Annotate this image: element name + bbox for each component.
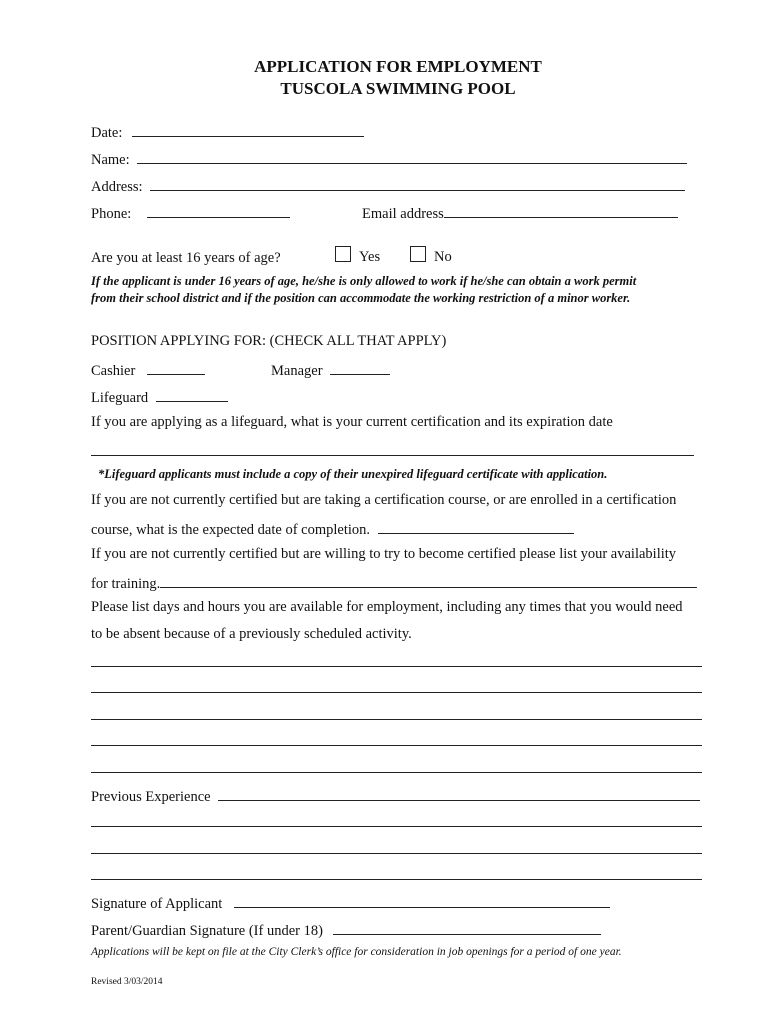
cashier-label: Cashier xyxy=(91,363,136,379)
training-row xyxy=(91,573,697,593)
certification-answer-line[interactable] xyxy=(91,455,694,456)
course-question-line1: If you are not currently certified but are taking a certification course, or are enrolled in a certification xyxy=(91,492,677,508)
no-checkbox[interactable] xyxy=(410,246,426,262)
age-question: Are you at least 16 years of age? xyxy=(91,250,281,266)
availability-line-2[interactable] xyxy=(91,692,702,693)
experience-line-3[interactable] xyxy=(91,853,702,854)
lifeguard-label: Lifeguard xyxy=(91,390,149,406)
applicant-signature-label: Signature of Applicant xyxy=(91,896,223,912)
date-row xyxy=(91,122,364,142)
guardian-signature-row xyxy=(91,920,601,940)
guardian-signature-label: Parent/Guardian Signature (If under 18) xyxy=(91,923,323,939)
availability-line-5[interactable] xyxy=(91,772,702,773)
no-option[interactable] xyxy=(410,246,452,266)
form-title: APPLICATION FOR EMPLOYMENT xyxy=(254,57,542,76)
applicant-signature-row xyxy=(91,893,610,913)
certification-question: If you are applying as a lifeguard, what is your current certification and its expiration date xyxy=(91,414,613,430)
lifeguard-cert-note: *Lifeguard applicants must include a copy of their unexpired lifeguard certificate with application. xyxy=(98,467,608,481)
lifeguard-row xyxy=(91,387,228,407)
manager-field[interactable] xyxy=(330,360,390,375)
revised-date: Revised 3/03/2014 xyxy=(91,977,163,987)
guardian-signature-field[interactable] xyxy=(333,920,601,935)
lifeguard-field[interactable] xyxy=(156,387,228,402)
yes-label: Yes xyxy=(359,249,381,265)
address-label: Address: xyxy=(91,179,143,195)
phone-row xyxy=(91,203,290,223)
training-question-line2: for training. xyxy=(91,576,161,592)
cashier-field[interactable] xyxy=(147,360,205,375)
name-field[interactable] xyxy=(137,149,687,164)
training-question-line1: If you are not currently certified but are willing to try to become certified please list your availability xyxy=(91,546,677,562)
yes-option[interactable] xyxy=(335,246,380,266)
availability-line-1[interactable] xyxy=(91,666,702,667)
manager-row xyxy=(271,360,390,380)
experience-field[interactable] xyxy=(218,786,700,801)
course-row xyxy=(91,519,574,539)
experience-line-2[interactable] xyxy=(91,826,702,827)
cashier-row xyxy=(91,360,205,380)
availability-line-4[interactable] xyxy=(91,745,702,746)
course-question-line2: course, what is the expected date of completion. xyxy=(91,522,371,538)
manager-label: Manager xyxy=(271,363,323,379)
minor-note-line2: from their school district and if the position can accommodate the working restriction of a minor worker. xyxy=(91,291,631,305)
experience-label: Previous Experience xyxy=(91,789,211,805)
minor-note-line1: If the applicant is under 16 years of age, he/she is only allowed to work if he/she can obtain a work permit xyxy=(91,274,637,288)
name-row xyxy=(91,149,687,169)
name-label: Name: xyxy=(91,152,130,168)
availability-line-3[interactable] xyxy=(91,719,702,720)
experience-row xyxy=(91,786,700,806)
phone-field[interactable] xyxy=(147,203,290,218)
no-label: No xyxy=(434,249,452,265)
availability-question-line2: to be absent because of a previously scheduled activity. xyxy=(91,626,412,642)
date-label: Date: xyxy=(91,125,123,141)
footer-note: Applications will be kept on file at the City Clerk’s office for consideration in job openings for a period of one year. xyxy=(91,946,622,958)
yes-checkbox[interactable] xyxy=(335,246,351,262)
email-label: Email address xyxy=(362,206,444,222)
applicant-signature-field[interactable] xyxy=(234,893,610,908)
address-field[interactable] xyxy=(150,176,685,191)
email-field[interactable] xyxy=(444,203,678,218)
date-field[interactable] xyxy=(132,122,364,137)
availability-question-line1: Please list days and hours you are available for employment, including any times that you would need xyxy=(91,599,683,615)
experience-line-4[interactable] xyxy=(91,879,702,880)
position-heading: POSITION APPLYING FOR: (CHECK ALL THAT APPLY) xyxy=(91,333,447,349)
address-row xyxy=(91,176,685,196)
email-row xyxy=(362,203,678,223)
phone-label: Phone: xyxy=(91,206,132,222)
form-subtitle: TUSCOLA SWIMMING POOL xyxy=(280,79,516,98)
training-field[interactable] xyxy=(160,573,697,588)
course-date-field[interactable] xyxy=(378,519,574,534)
